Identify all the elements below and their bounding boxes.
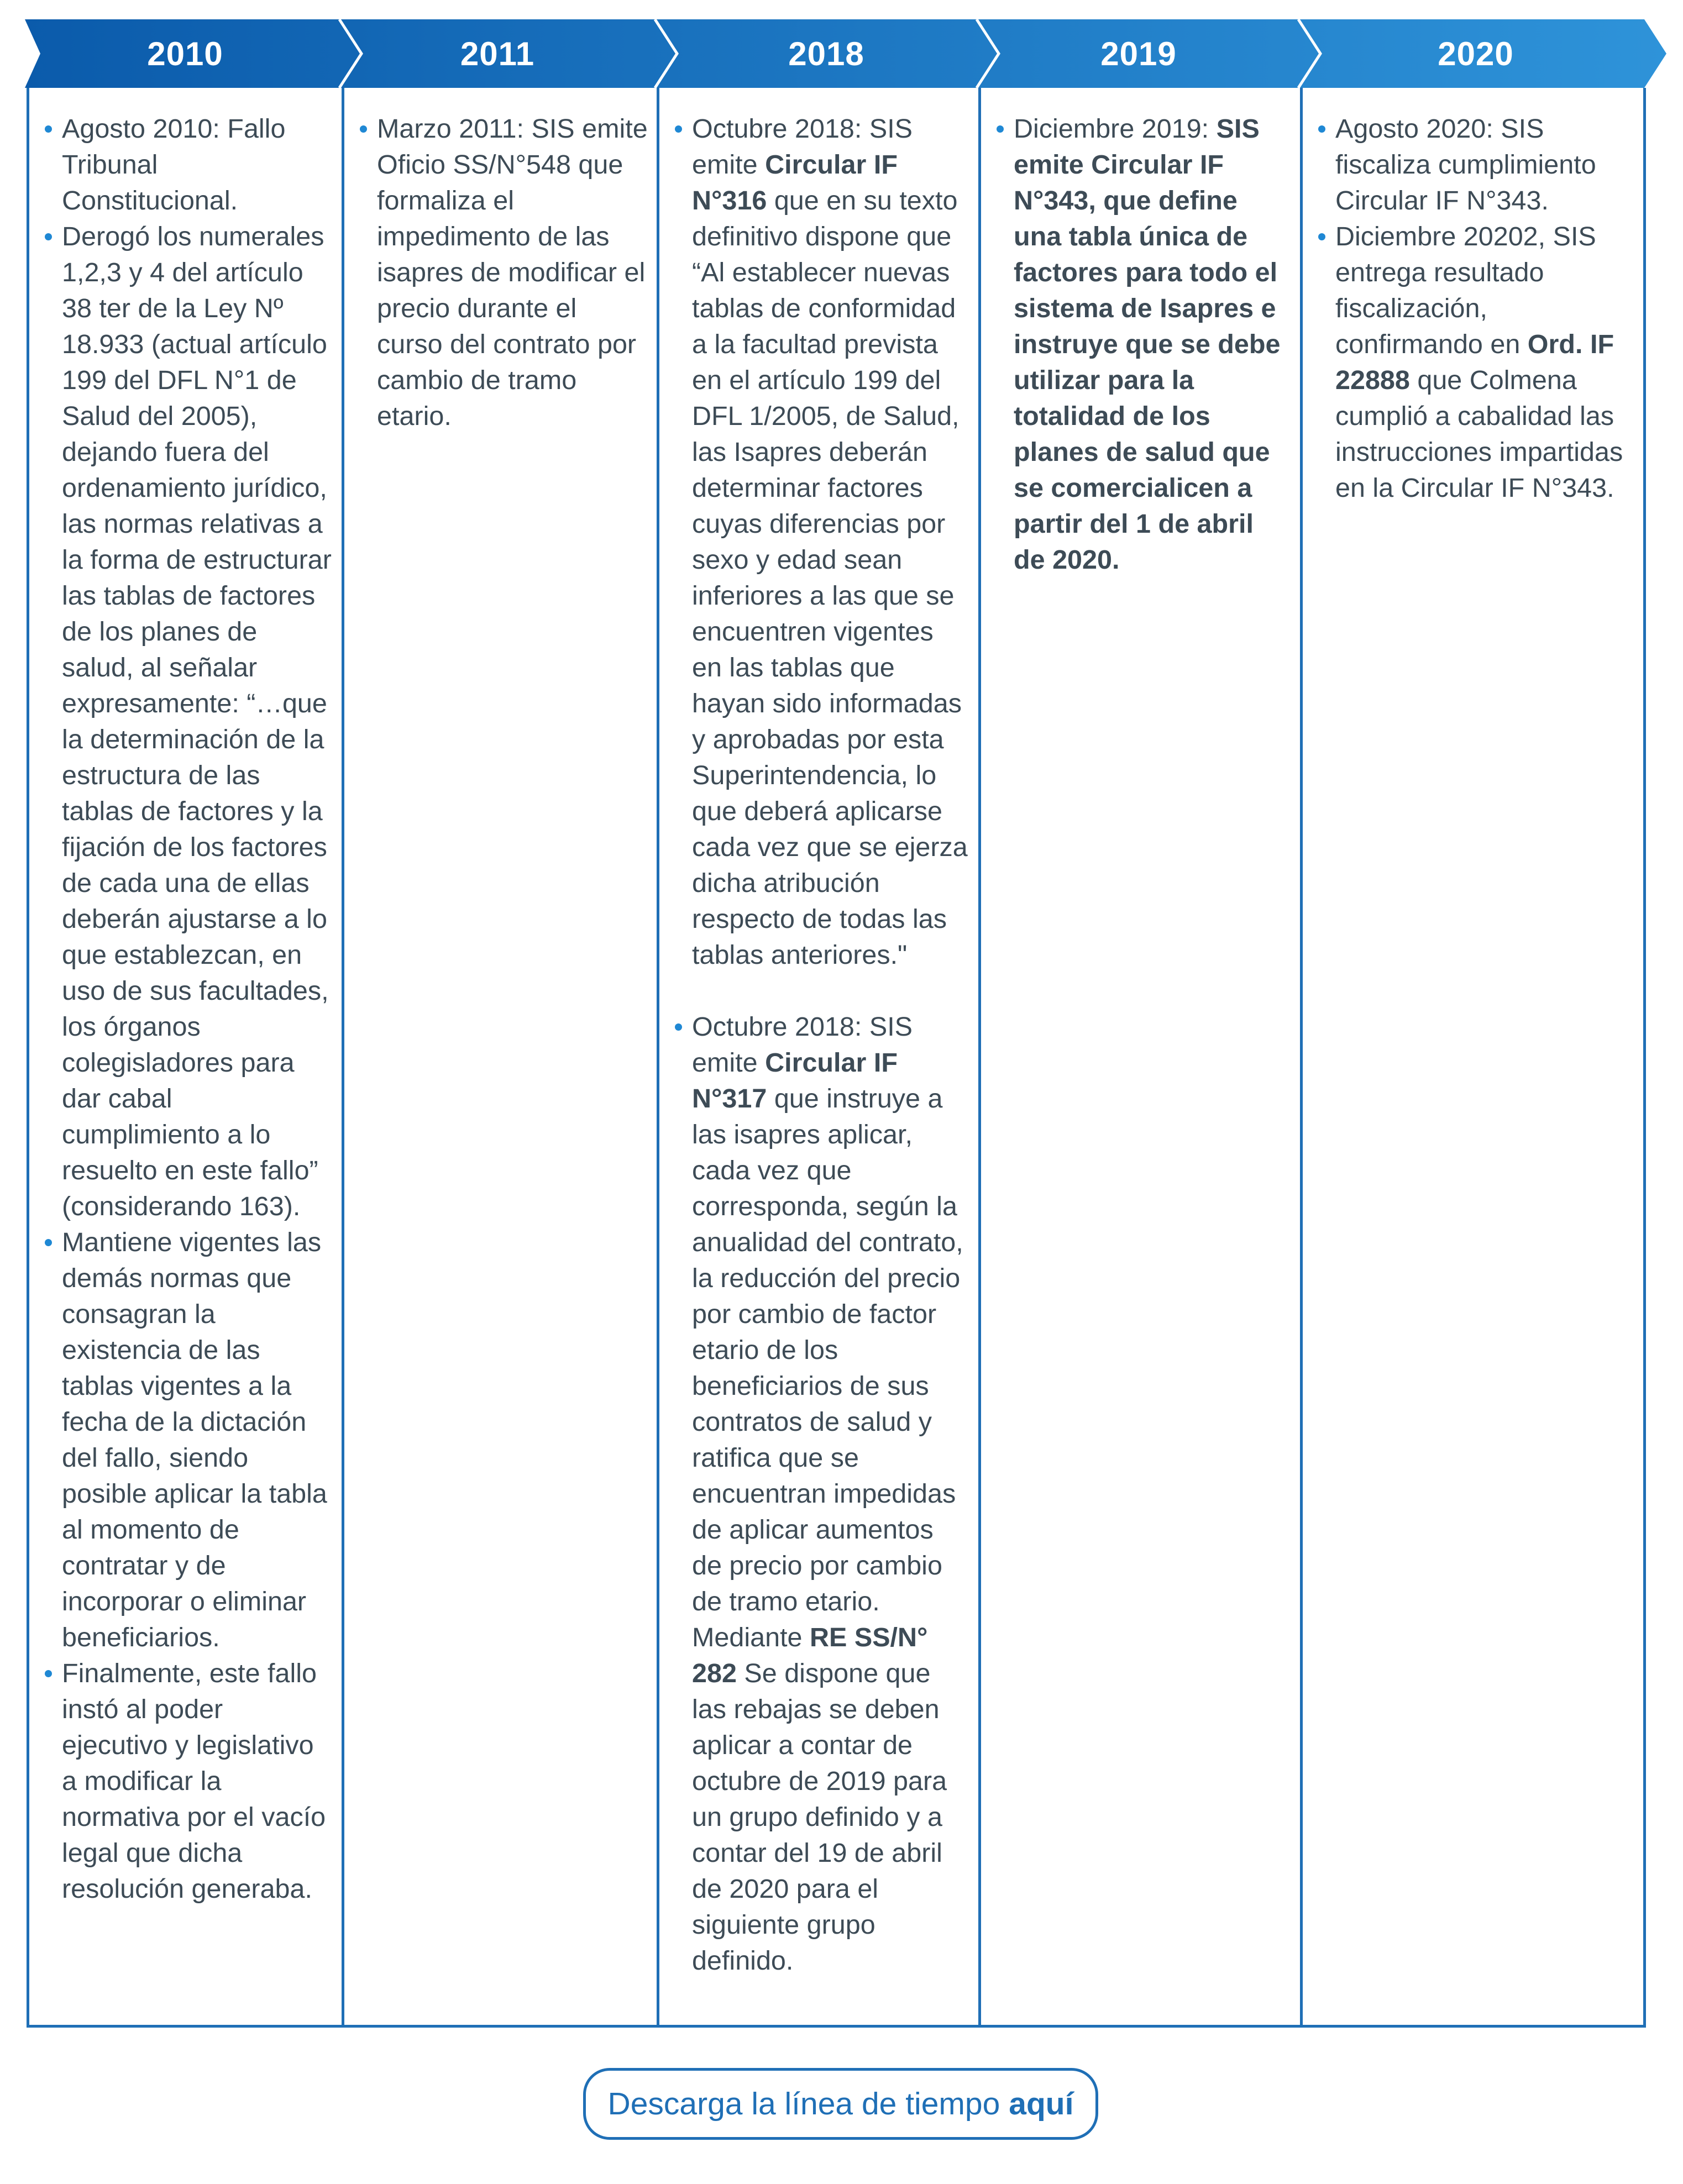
- event-text: Derogó los numerales 1,2,3 y 4 del artículo 38 ter de la Ley Nº 18.933 (actual artículo 199 del DFL N°1 de Salud del 2005), dejando fuera del ordenamiento jurídico, las normas relativas a la forma de estructurar las tablas de factores de los planes de salud, al señalar expresamente: “…que la determinación de la estructura de las tablas de factores y la fijación de los factores de cada una de ellas deberán ajustarse a lo que establezcan, en uso de sus facultades, los órganos colegisladores para dar cabal cumplimiento a lo resuelto en este fallo” (considerando 163).: [62, 222, 332, 1221]
- event-text: Se dispone que las rebajas se deben aplicar a contar de octubre de 2019 para un grupo definido y a contar del 19 de abril de 2020 para el siguiente grupo definido.: [692, 1658, 947, 1976]
- timeline-column-2019: [978, 88, 1300, 2028]
- event-item: [1315, 111, 1635, 219]
- event-item: [356, 111, 649, 434]
- download-link[interactable]: aquí: [1009, 2086, 1074, 2122]
- download-text: Descarga la línea de tiempo: [607, 2086, 1000, 2122]
- year-label: 2020: [1438, 35, 1514, 72]
- event-item: [993, 111, 1292, 578]
- event-text: Octubre 2018: SIS emite: [692, 1012, 913, 1078]
- event-list: [356, 111, 649, 434]
- event-list: [672, 111, 971, 1979]
- event-item: [41, 1656, 334, 1907]
- event-text: Marzo 2011: SIS emite Oficio SS/N°548 que formaliza el impedimento de las isapres de modificar el precio durante el curso del contrato por cambio de tramo etario.: [377, 114, 648, 431]
- timeline-column-2011: [342, 88, 657, 2028]
- event-item: [41, 1225, 334, 1656]
- timeline-column-2010: [27, 88, 342, 2028]
- download-timeline-button[interactable]: [583, 2068, 1098, 2140]
- event-emphasis: SIS emite Circular IF N°343, que define una tabla única de factores para todo el sistema de Isapres e instruye que se debe utilizar para la totalidad de los planes de salud que se comercialicen a partir del 1 de abril de 2020.: [1014, 114, 1281, 575]
- event-text: Diciembre 2019:: [1014, 114, 1217, 144]
- timeline-column-2020: [1300, 88, 1646, 2028]
- event-text: Mantiene vigentes las demás normas que consagran la existencia de las tablas vigentes a la fecha de la dictación del fallo, siendo posible aplicar la tabla al momento de contratar y de incorporar o eliminar beneficiarios.: [62, 1227, 327, 1652]
- year-label: 2019: [1100, 35, 1177, 72]
- event-list: [993, 111, 1292, 578]
- event-text: Agosto 2010: Fallo Tribunal Constitucional.: [62, 114, 286, 216]
- event-item: [41, 219, 334, 1225]
- year-label: 2018: [788, 35, 864, 72]
- event-text: que Colmena cumplió a cabalidad las instrucciones impartidas en la Circular IF N°343.: [1335, 365, 1623, 503]
- event-item: [672, 1009, 971, 1979]
- event-text: que en su texto definitivo dispone que “Al establecer nuevas tablas de conformidad a la facultad prevista en el artículo 199 del DFL 1/2005, de Salud, las Isapres deberán determinar factores cuyas diferencias por sexo y edad sean inferiores a las que se encuentren vigentes en las tablas que hayan sido informadas y aprobadas por esta Superintendencia, lo que deberá aplicarse cada vez que se ejerza dicha atribución respecto de todas las tablas anteriores.": [692, 186, 968, 970]
- event-emphasis: Circular IF N°317: [692, 1048, 898, 1114]
- event-emphasis: RE SS/N° 282: [692, 1623, 928, 1688]
- event-item: [672, 111, 971, 973]
- event-text: Finalmente, este fallo instó al poder ejecutivo y legislativo a modificar la normativa por el vacío legal que dicha resolución generaba.: [62, 1658, 326, 1904]
- event-item: [1315, 219, 1635, 506]
- event-emphasis: Circular IF N°316: [692, 150, 898, 216]
- event-item: [41, 111, 334, 219]
- event-text: Agosto 2020: SIS fiscaliza cumplimiento Circular IF N°343.: [1335, 114, 1596, 216]
- timeline-column-2018: [657, 88, 978, 2028]
- year-label: 2010: [147, 35, 223, 72]
- event-list: [41, 111, 334, 1907]
- event-text: Octubre 2018: SIS emite: [692, 114, 913, 180]
- year-label: 2011: [460, 35, 535, 72]
- event-text: Diciembre 20202, SIS entrega resultado fiscalización, confirmando en: [1335, 222, 1596, 359]
- event-list: [1315, 111, 1635, 506]
- event-text: que instruye a las isapres aplicar, cada vez que corresponda, según la anualidad del contrato, la reducción del precio por cambio de factor etario de los beneficiarios de sus contratos de salud y ratifica que se encuentran impedidas de aplicar aumentos de precio por cambio de tramo etario. Mediante: [692, 1084, 963, 1652]
- event-emphasis: Ord. IF 22888: [1335, 329, 1614, 395]
